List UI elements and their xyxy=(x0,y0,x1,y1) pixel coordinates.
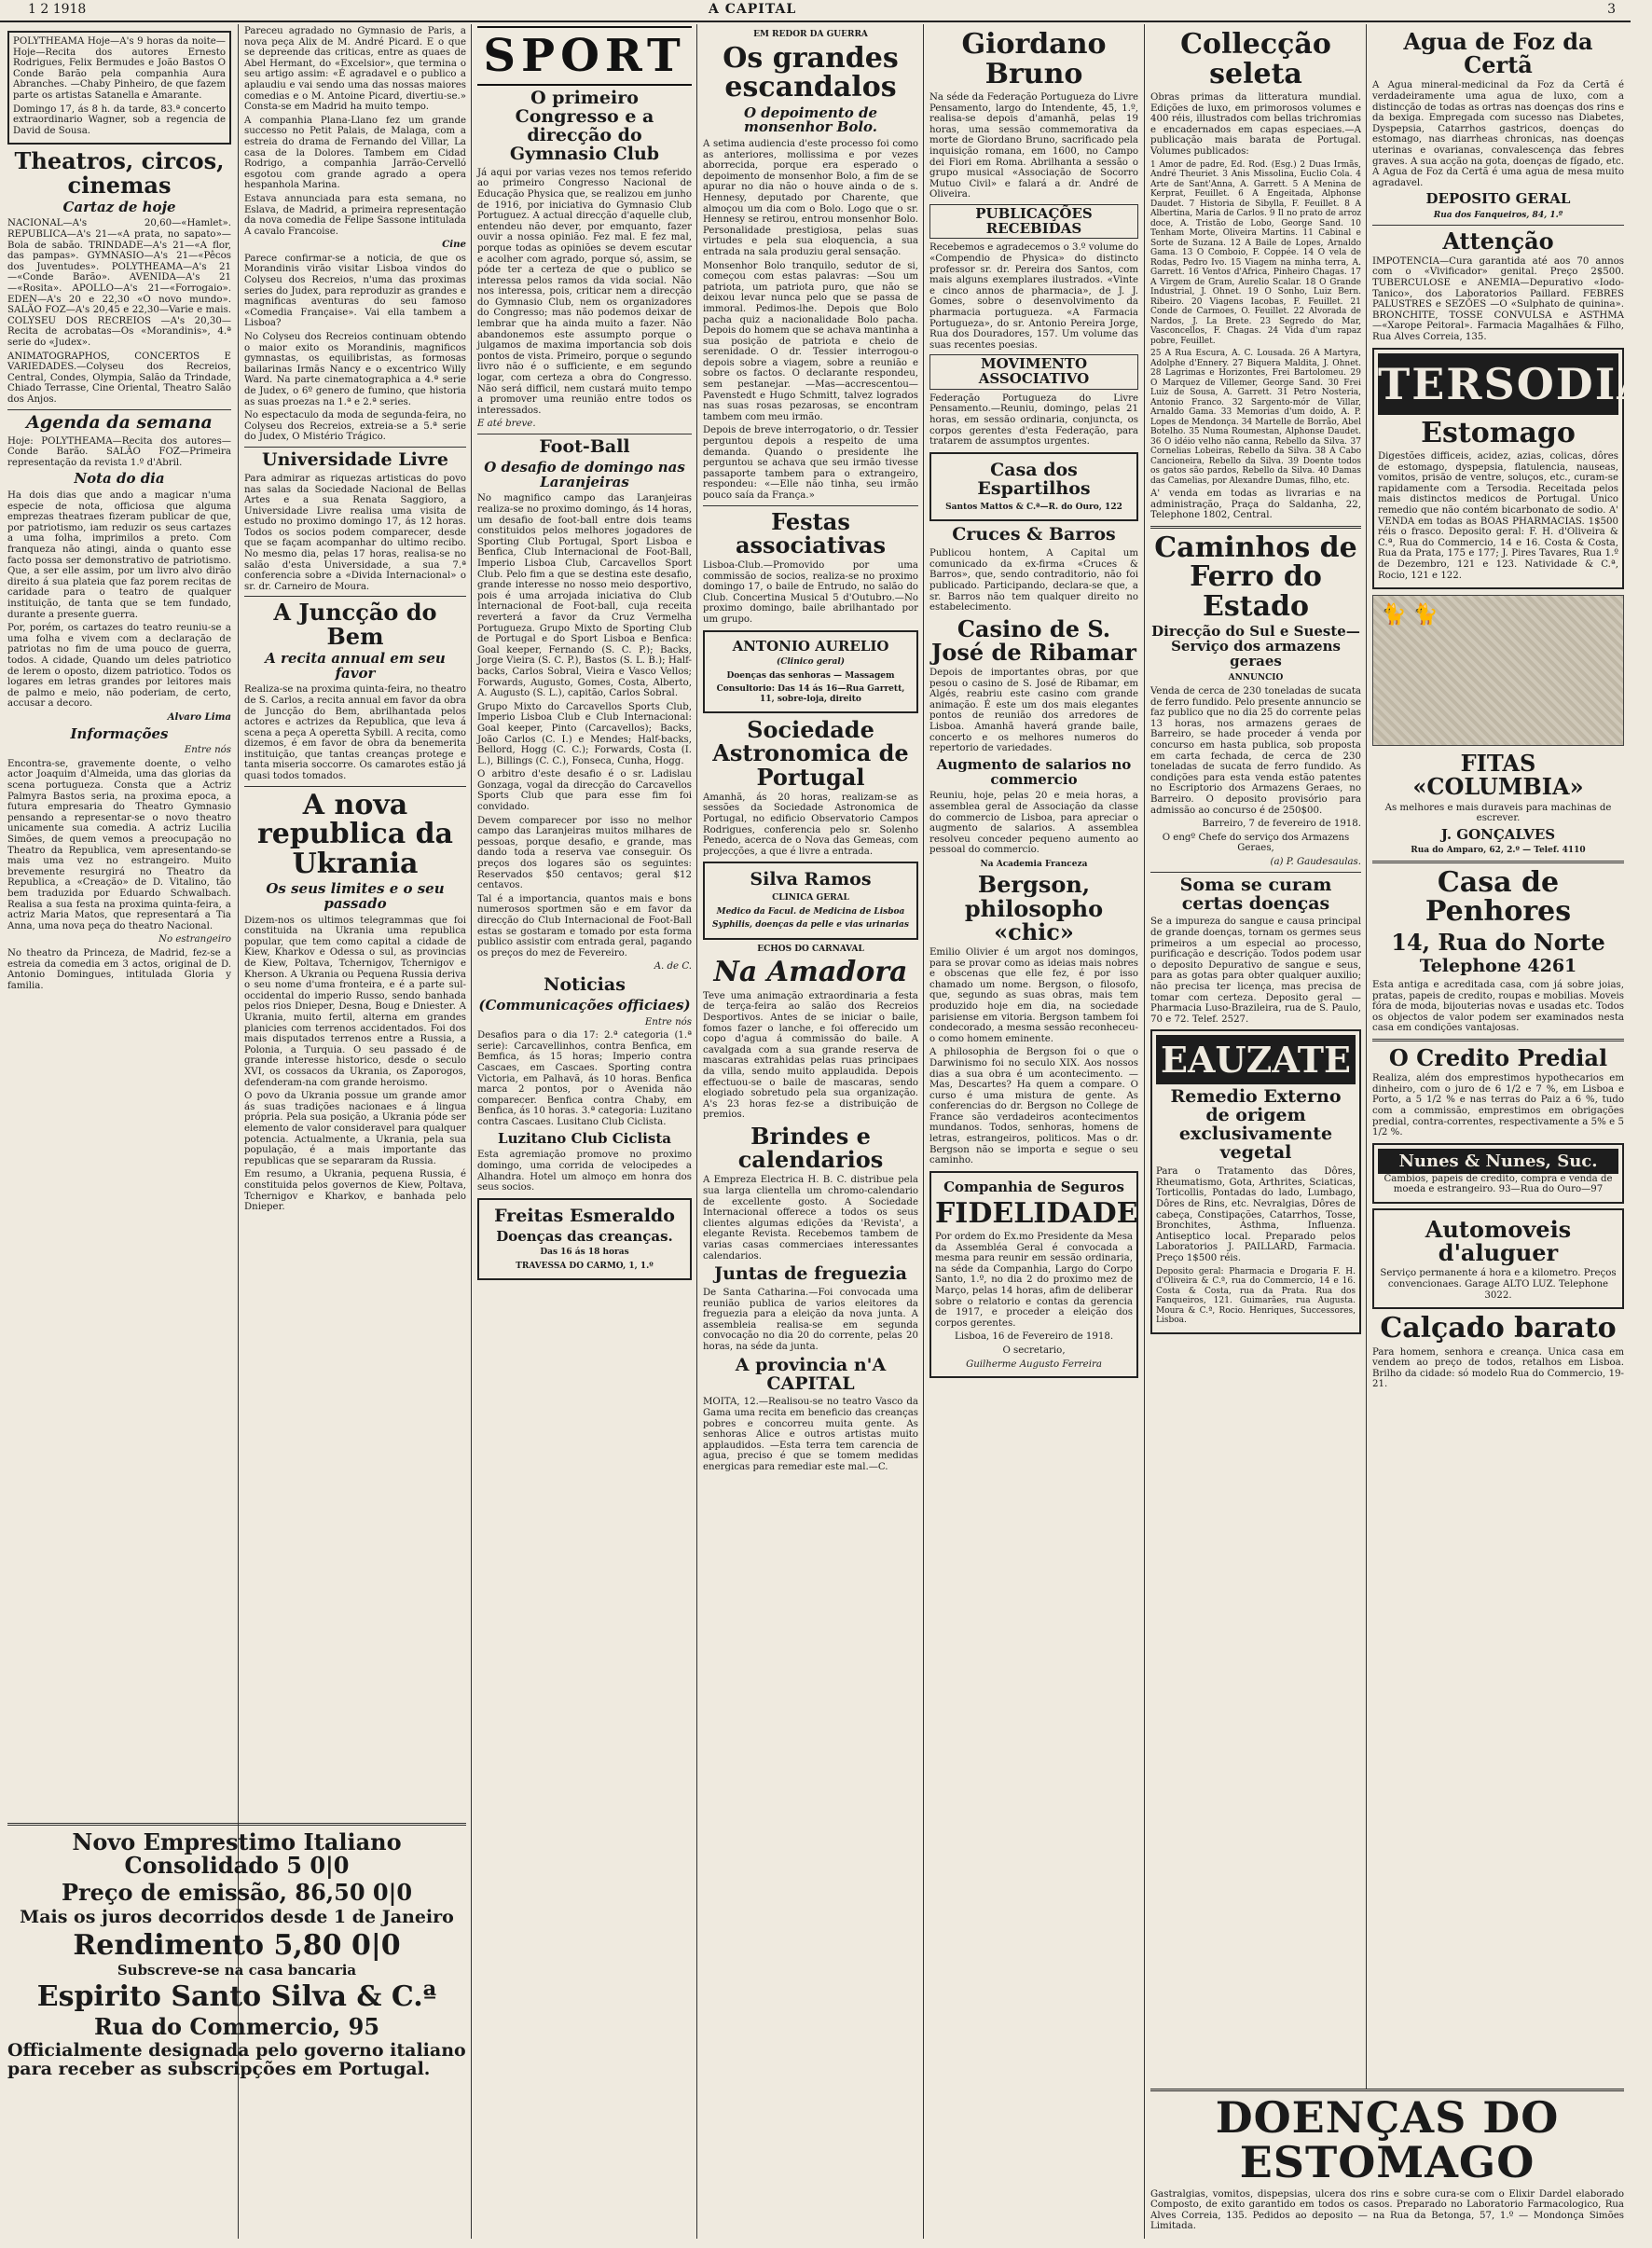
column-2 xyxy=(244,26,466,1812)
estomago-heading: Estomago xyxy=(1421,416,1576,449)
bergson-heading: Bergson, philosopho «chic» xyxy=(964,871,1104,945)
amadora-text: Teve uma animação extraordinaria a festa de terça-feira ao salão dos Recreios Desportivos. Antes de se iniciar o baile, fomos fazer o lanche, e foi offerecido um copo d'agua á commissão do baile. A cavalgada com a sua grande reserva de mascaras extrahidas pelas ruas principaes da villa, sendo muito applaudida. Depois effectuou-se o baile de mascaras, sendo elogiado sobretudo pela sua organização. A's 23 horas fez-se a distribuição de premios. xyxy=(703,990,918,1121)
brindes-heading: Brindes e calendarios xyxy=(737,1122,884,1174)
fidelidade-title: FIDELIDADE xyxy=(935,1196,1138,1230)
escandalos-text-2: Monsenhor Bolo tranquilo, sedutor de si, começou com estas palavras: —Sou um patriota, um patriota puro, que não se deixou levar nunca pelo que se passa de immoral. Pedimos-lhe. Depois que Bolo pacha quiz a nacionalidade Bolo pacha. Depois do homem que se achava mantinha a sua posição de patriota e cheio de serenidade. O dr. Tessier interrogou-o depois sobre a viagem, sobre a reunião e sobre os factos. O declarante respondeu, sem pestanejar. —Mas—accrescentou—Pavenstedt e Hugo Schmitt, talvez logrados nas suas rosas pezarosas, se encontram tambem com meu irmão. xyxy=(703,260,918,422)
provincia-text: MOITA, 12.—Realisou-se no teatro Vasco da Gama uma recita em beneficio das creanças pobres e concorreu muita gente. As senhoras Alice e outros artistas muito applaudidos. —Esta terra tem carencia de agua, preciso é que se tomem medidas energicas para remediar este mal.—C. xyxy=(703,1397,918,1473)
universidade-heading: Universidade Livre xyxy=(262,448,448,470)
caminhos-heading: Caminhos de Ferro do Estado xyxy=(1154,531,1357,623)
eauzate-subheading: Remedio Externo de origem exclusivamente vegetal xyxy=(1170,1086,1342,1164)
caminhos-signature-name: (a) P. Gaudesaulas. xyxy=(1270,857,1361,867)
silva-ramos-line-2: CLINICA GERAL xyxy=(772,893,849,903)
fidelidade-text: Por ordem do Ex.mo Presidente da Mesa da Assembléa Geral é convocada a mesma para reunir em sessão ordinaria, na séde da Companhia, Largo do Corpo Santo, 1.º, no dia 2 do proximo mez de Março, pelas 14 horas, afim de deliberar sobre o relatorio e contas da gerencia de 1917, e proceder a eleição dos corpos gerentes. xyxy=(935,1232,1133,1329)
silva-ramos-line-4: Syphilis, doenças da pelle e vias urinarias xyxy=(712,920,909,931)
companhia-title: Companhia de Seguros xyxy=(943,1178,1124,1195)
escandalos-subheading: O depoimento de monsenhor Bolo. xyxy=(743,103,878,136)
agua-deposit-label: DEPOSITO GERAL xyxy=(1425,190,1571,208)
cartaz-heading: Cartaz de hoje xyxy=(62,198,176,215)
football-text-5: Tal é a importancia, quantos mais e bons numerosos sportmen são e em favor da direcção do Club Internacional de Foot-Ball estas se gostaram e tomado por esta forma publico assistir com entrada geral, pagando os preços do mez de Fevereiro. xyxy=(477,893,692,959)
antonio-name: ANTONIO AURELIO xyxy=(732,637,889,655)
masthead-page-number: 3 xyxy=(1607,2,1616,17)
noticias-subheading: (Communicações officiaes) xyxy=(478,996,691,1014)
football-signature: A. de C. xyxy=(654,961,692,972)
column-3 xyxy=(477,26,692,2236)
column-rule xyxy=(1366,24,1367,2239)
silva-ramos-line-3: Medico da Facul. de Medicina de Lisboa xyxy=(716,906,905,917)
anuncio-label: ANNUNCIO xyxy=(1228,672,1284,683)
antonio-line-3: Doenças das senhoras — Massagem xyxy=(726,670,895,681)
credito-heading: O Credito Predial xyxy=(1388,1044,1608,1072)
luzitano-text: Esta agremiação promove no proximo domingo, uma corrida de velocipedes a Alhandra. Hotel um almoço em honra dos seus socios. xyxy=(477,1150,692,1193)
fitas-merchant: J. GONÇALVES xyxy=(1440,825,1556,843)
giordano-heading: Giordano Bruno xyxy=(961,28,1107,90)
automoveis-text: Serviço permanente á hora e a kilometro. Preços convencionaes. Garage ALTO LUZ. Telephone 3022. xyxy=(1380,1268,1617,1301)
somasorao-heading: Soma se curam certas doenças xyxy=(1179,874,1332,914)
cats-illustration xyxy=(1372,595,1624,746)
agenda-text: Hoje: POLYTHEAMA—Recita dos autores—Conde Barão. SALÃO FOZ—Primeira representação da revista 1.º d'Abril. xyxy=(7,435,231,468)
fitas-address: Rua do Amparo, 62, 2.º — Telef. 4110 xyxy=(1411,846,1586,856)
caminhos-date: Barreiro, 7 de fevereiro de 1918. xyxy=(1202,819,1361,830)
cruces-heading: Cruces & Barros xyxy=(952,524,1116,545)
ukrania-heading: A nova republica da Ukrania xyxy=(256,788,453,880)
fitas-heading: FITAS «COLUMBIA» xyxy=(1412,750,1584,801)
football-heading: Foot-Ball xyxy=(539,436,630,457)
football-text-3: O arbitro d'este desafio é o sr. Ladislau Gonzaga, vogal da direcção do Carcavellos Sports Club que para esse fim foi convidado. xyxy=(477,769,692,813)
fidelidade-date: Lisboa, 16 de Fevereiro de 1918. xyxy=(954,1331,1114,1343)
casa-espartilhos-address: Santos Mattos & C.ª—R. do Ouro, 122 xyxy=(945,502,1122,512)
masthead-title: A CAPITAL xyxy=(709,2,797,17)
nota-text-2: Por, porém, os cartazes do teatro reuniu-se a uma folha e vivem com a declaração de patriotas no fim de uma pouco de guerra, todos. A cidade, Quando um deles patriotico de lerem o oposto, dizem patriotico. Todos os logares em letras grandes por leitores mais de palmo e meio, não poderiam, de certo, accusar a decoro. xyxy=(7,623,231,710)
emprestimo-preco: Preço de emissão, 86,50 0|0 xyxy=(61,1879,413,1907)
casino-text: Depois de importantes obras, por que pesou o casino de S. José de Ribamar, em Algés, reabriu este casino com grande animação. É este um dos mais elegantes pontos de reunião dos arredores de Lisboa. Amanhã haverá grande baile, concerto e os melhores numeros do repertorio de variedades. xyxy=(929,668,1138,754)
agua-text: A Agua mineral-medicinal da Foz da Certã é verdadeiramente uma agua de luxo, com a distincção de todas as ortras nas doenças dos rins e da bexiga. Empregada com sucesso nas Diabetes, Dyspepsia, Catarrhos gastricos, doenças do estomago, nas diarrheas chronicas, nas doenças uterinas e ovarianas, convalescença das febres graves. A sua acção na gota, doenças de fígado, etc. A Agua de Foz da Certã é uma agua de mesa muito agradavel. xyxy=(1372,80,1624,188)
informacoes-text: Encontra-se, gravemente doente, o velho actor Joaquim d'Almeida, uma das glorias da scena portugueza. Consta que a Actriz Palmyra Bastos seria, na proxima epoca, a futura empresaria do Theatro Gymnasio pensando a representar-se o novo theatro unicamente sua comedia. A actriz Lucilia Simões, de quem vemos a preocupação no Theatro da Republica, vem apresentando-se mais uma vez no estrangeiro. Muito brevemente resurgirá no Theatro da Republica, a «Creação» de D. Vitalino, tão bem traduzida por Eduardo Schwalbach. Realisa a sua festa na proxima quinta-feira, a actriz Maria Matos, que representará a Tia Anna, uma nova peça do theatro Nacional. xyxy=(7,758,231,931)
agua-deposit-address: Rua dos Fanqueiros, 84, 1.º xyxy=(1433,211,1563,221)
ukrania-text-2: O povo da Ukrania possue um grande amor ás suas tradições nacionaes e á lingua própria. Pela sua posição, a Ukrania póde ser elemento de valor consideravel para qualquer potencia. Actualmente, a Ukrania, pela sua população, é a mais importante das republicas que se separaram da Russia. xyxy=(244,1091,466,1166)
fitas-text: As melhores e mais duraveis para machinas de escrever. xyxy=(1384,802,1612,824)
casa-espartilhos-title: Casa dos Espartilhos xyxy=(977,459,1091,499)
eauzate-deposit: Deposito geral: Pharmacia e Drogaria F. H. d'Oliveira & C.ª, rua do Commercio, 14 e 16. Costa & Costa, rua da Prata. Rua dos Fanqueiros, 121. Guimarães, rua Augusta. Moura & C.ª, Rocio. Henriques, Successores, Lisboa. xyxy=(1156,1266,1356,1325)
nota-heading: Nota do dia xyxy=(74,470,165,488)
estomago-text: Digestões difficeis, acidez, azias, colicas, dôres de estomago, dyspepsia, flatulencia, nauseas, vomitos, prisão de ventre, soluços, etc., curam-se rapidamente com a Tersodia. Receitada pelos mais distinctos medicos de Portugal. Unico remedio que não contém bicarbonato de sodio. A' VENDA em todas as BOAS PHARMACIAS. 1$500 réis o frasco. Deposito geral: F. H. d'Oliveira & C.ª, Rua do Commercio, 14 e 16. Costa & Costa, Rua da Prata, 175 e 177; J. Pires Tavares, Rua 1.º de Dezembro, 121 e 123. Natividade & C.ª, Rocio, 121 e 122. xyxy=(1378,451,1618,581)
colleccao-intro: Obras primas da litteratura mundial. Edições de luxo, em primorosos volumes e 400 réis, illustrados com bellas trichromias e encadernados em capas especiaes.—A publicação mais barata de Portugal. Volumes publicados: xyxy=(1150,92,1361,157)
column-rule xyxy=(471,24,472,2239)
fidelidade-advert xyxy=(929,1171,1138,1378)
nota-text: Ha dois dias que ando a magicar n'uma especie de nota, officiosa que alguma emprezas theatraes fizeram publicar de que, por patriotismo, iam reduzir os seus cartazes a uma folha, imprimilos a preto. Com franqueza não atingi, ainda o quanto esse facto possa ser demonstrativo de patriotismo. Que, a ser elle assim, por um livro alvo dirão direito á sua plateia que faz porem recitas de caridade para o teatro de qualquer instituição, de tanta que se tem fundado, durante a presente guerra. xyxy=(7,490,231,620)
ukrania-text-3: Em resumo, a Ukrania, pequena Russia, é constituida pelos governos de Kiew, Poltava, Tchernigov e Kharkov, e banhada pelo Dnieper. xyxy=(244,1169,466,1213)
colleccao-list-2: 25 A Rua Escura, A. C. Lousada. 26 A Martyra, Adolphe d'Ennery. 27 Biquera Maldita, J. Ohnet. 28 Lagrimas e Horizontes, Frei Bartolomeu. 29 O Marquez de Villemer, George Sand. 30 Frei Luiz de Sousa, A. Garrett. 31 Petro Nosteria, Antonio Franco. 32 Sargento-mór de Villar, Arnaldo Gama. 33 Memorias d'um doido, A. P. Lopes de Mendonça. 34 Martelle de Borrão, Abel Botelho. 35 Numa Roumestan, Alphonse Daudet. 36 O idéio velho não canna, Rebello da Silva. 37 Cornelias Lobeiras, Rebello da Silva. 38 A Cabo Cancioneira, Rebello da Silva. 39 Doente todos os gatos são pardos, Rebello da Silva. 40 Damas das Camelias, por Alexandre Dumas, filho, etc. xyxy=(1150,349,1361,486)
football-text-2: Grupo Mixto do Carcavellos Sports Club, Imperio Lisboa Club e Club Internacional: Goal keeper, Pinto (Carcavellos); Backs, João Carlos (C. I.) e Mendes; Half-backs, Bellord, Hogg (C. C.); Forwards, Costa (I. L.), Billings (C. C.), Fonseca, Cunha, Hogg. xyxy=(477,701,692,766)
bergson-text-2: A philosophia de Bergson foi o que o Darwinismo foi no seculo XIX. Aos nossos dias a sua obra é um acontecimento. —Mas, Descartes? Ha quem a compare. O curso é uma mistura de gente. As conferencias do dr. Bergson no College de France são verdadeiros acontecimentos mundanos. Todos, senhoras, homens de letras, estrangeiros, politicos. Mas o dr. Bergson não se importa e segue o seu caminho. xyxy=(929,1047,1138,1166)
doencas-text: Gastralgias, vomitos, dispepsias, ulcera dos rins e sobre cura-se com o Elixir Dardel elaborado Composto, de exito garantido em todos os casos. Preparado no Laboratorio Farmacologico, Rua Alves Correia, 135. Pedidos ao deposito — na Rua da Betonga, 57, 1.º — Mondonça Simões Limitada. xyxy=(1150,2188,1624,2232)
agua-heading: Agua de Foz da Certã xyxy=(1403,28,1593,79)
freitas-line-3: Das 16 ás 18 horas xyxy=(540,1248,629,1258)
theatros-heading: Theatros, circos, cinemas xyxy=(14,147,225,199)
column-rule xyxy=(696,24,697,2239)
caminhos-signature-label: O engº Chefe do serviço dos Armazens Geraes, xyxy=(1162,832,1350,854)
automoveis-advert xyxy=(1372,1208,1624,1309)
cruces-text: Publicou hontem, A Capital um comunicado da ex-firma «Cruces & Barros», que, sendo contraditorio, não foi publicado. Participando, declara-se que, a sr. Barros não tem qualquer direito no estabelecimento. xyxy=(929,548,1138,614)
football-text-4: Devem comparecer por isso no melhor campo das Laranjeiras muitos milhares de pessoas, porque desafio, e grande, mas dando toda a reserva vae conseguir. Os preços dos logares são os seguintes: Reservados $50 centavos; geral $12 centavos. xyxy=(477,815,692,891)
movimento-heading: MOVIMENTO ASSOCIATIVO xyxy=(929,354,1138,390)
cine-text-3: No espectaculo da moda de segunda-feira, no Colyseu dos Recreios, extreia-se a 5.ª serie do Judex, O Mistério Trágico. xyxy=(244,410,466,443)
freitas-advert xyxy=(477,1198,692,1281)
academia-label: Na Academia Franceza xyxy=(980,859,1088,869)
antonio-line-2: (Clinico geral) xyxy=(776,657,846,668)
juntas-heading: Juntas de freguezia xyxy=(714,1263,907,1285)
antonio-line-4: Consultorio: Das 14 ás 16—Rua Garrett, 11, sobre-loja, direito xyxy=(716,684,905,704)
estrangeiro-text: No theatro da Princeza, de Madrid, fez-se a estreia da comedia em 3 actos, original de D. Antonio Domingues, intitulada Gloria y familia. xyxy=(7,947,231,991)
noticias-heading: Noticias xyxy=(544,973,626,995)
juntas-text: De Santa Catharina.—Foi convocada uma reunião publica de varios eleitores da freguezia para a eleição da nova junta. A assembleia realisa-se em segunda convocação no dia 20 do corrente, pelas 20 horas, na séde da junta. xyxy=(703,1288,918,1352)
nota-signature: Alvaro Lima xyxy=(167,710,231,723)
freitas-line-2: Doenças das creanças. xyxy=(496,1227,673,1245)
col2-note-2: A companhia Plana-Llano fez um grande successo no Petit Palais, de Malaga, com a estreia do drama de Fernando del Villar, La casa de la Dolores. Tambem em Cidad Rodrigo, a companhia Jarrão-Cervelló esgotou com grande agrado a opera hespanhola Marina. xyxy=(244,115,466,191)
sociedade-text: Amanhã, ás 20 horas, realizam-se as sessões da Sociedade Astronomica de Portugal, no edificio Observatorio Campos Rodrigues, conferencia pelo sr. Solenho Penedo, acerca de o Nova das Gemeas, com projecções, a que é livre a entrada. xyxy=(703,792,918,857)
ukrania-subheading: Os seus limites e o seu passado xyxy=(266,880,445,912)
doencas-advert xyxy=(1150,2089,1624,2241)
column-rule xyxy=(923,24,924,2239)
escandalos-text: A setima audiencia d'este processo foi como as anteriores, mollissima e por vezes aborrecida, porque era esperado o depoimento de monsenhor Bolo, a fim de se apurar no dia não o houve ainda o de s. Hennesy, deputado por Charente, que almoçou um dia com o Bolo. Logo que o sr. Hennesy se retirou, entrou monsenhor Bolo. Personalidade prestigiosa, pelas suas virtudes e pela sua eloquencia, a sua entrada na sala produziu geral sensação. xyxy=(703,139,918,257)
cine-label: Cine xyxy=(442,239,466,251)
calcado-heading: Calçado barato xyxy=(1380,1312,1617,1345)
emprestimo-juros: Mais os juros decorridos desde 1 de Janeiro xyxy=(20,1906,454,1927)
col2-note-3: Estava annunciada para esta semana, no Eslava, de Madrid, a primeira representação da nova comedia de Felipe Sassone intitulada A cavalo Francoise. xyxy=(244,193,466,237)
cartaz-listing: NACIONAL—A's 20,60—«Hamlet». REPUBLICA—A's 21—«A prata, no sapato»—Bola de sabão. TRINDADE—A's 21—«A flor, das pampas». GYMNASIO—A's 21—«Pêcos dos Juventudes». POLYTHEAMA—A's 21—«Conde Barão». AVENIDA—A's 21—«Rosita». APOLLO—A's 21—«Forrogaio». EDEN—A's 20 e 22,30 «O novo mundo». SALÃO FOZ—A's 20,45 e 22,30—Varie e mais. COLYSEU DOS RECREIOS —A's 20,30—Recita de acrobatas—Os «Morandinis», 4.ª serie do «Judex». xyxy=(7,218,231,348)
provincia-heading: A provincia n'A CAPITAL xyxy=(735,1354,887,1394)
festas-text: Lisboa-Club.—Promovido por uma commissão de socios, realiza-se no proximo domingo 17, o baile de Entrudo, no salão do Club. Concertina Musical 5 d'Outubro.—No proximo domingo, baile abrilhantado por um grupo. xyxy=(703,559,918,625)
emprestimo-rendimento: Rendimento 5,80 0|0 xyxy=(73,1928,401,1962)
nunes-advert xyxy=(1372,1143,1624,1204)
atencao-heading: Attenção xyxy=(1442,227,1554,255)
escandalos-heading: Os grandes escandalos xyxy=(723,41,899,103)
estrangeiro-label: No estrangeiro xyxy=(158,934,231,945)
eauzate-text: Para o Tratamento das Dôres, Rheumatismo, Gota, Arthrites, Sciaticas, Torticollis, Pontadas do lado, Lumbago, Dôres de Rins, etc. Nevralgias, Dôres de cabeça, Constipações, Catarrhos, Tosse, Bronchites, Asthma, Influenza. Antiseptico local. Preparado pelos Laboratorios J. PAILLARD, Farmacia. Preço 1$500 réis. xyxy=(1156,1166,1356,1263)
entre-nos-label: Entre nós xyxy=(184,745,231,756)
aumento-text: Reuniu, hoje, pelas 20 e meia horas, a assemblea geral de Associação da classe do commercio de Lisboa, para apreciar o augmento de salarios. A assemblea resolveu conceder pequeno aumento ao pessoal do commercio. xyxy=(929,791,1138,856)
polytheama-text: POLYTHEAMA Hoje—A's 9 horas da noite—Hoje—Recita dos autores Ernesto Rodrigues, Felix Bermudes e João Bastos O Conde Barão pela companhia Aura Abranches. —Chaby Pinheiro, de que fazem parte os artistas Satanella e Amarante. xyxy=(13,36,226,101)
congresso-heading: O primeiro Congresso e a direcção do Gymnasio Club xyxy=(509,88,660,164)
juncao-text: Realiza-se na proxima quinta-feira, no theatro de S. Carlos, a recita annual em favor da obra de Juncção do Bem, abrilhantada pelos actores e actrizes da Republica, que leva á scena a peça A operetta Sybill. A recita, como dizemos, é em favor de obra da benemerita instituição, que tantas creanças protege e tanta miseria soccorre. Os camarotes estão já quasi todos tomados. xyxy=(244,684,466,782)
colleccao-end: A' venda em todas as livrarias e na administração, Praça do Saldanha, 22, Telephone 1802, Central. xyxy=(1150,489,1361,521)
espirito-santo-name: Espirito Santo Silva & C.ª xyxy=(36,1979,437,2013)
tersodia-advert xyxy=(1372,348,1652,590)
tersodia-title: TERSODIA xyxy=(1378,353,1618,415)
caminhos-text: Venda de cerca de 230 toneladas de sucata de ferro fundido. Pelo presente annuncio se faz publico que no dia 25 do corrente pelas 13 horas, nos armazens geraes de Barreiro, se hade proceder á venda por concurso em hasta publica, sob proposta em carta fechada, de cerca de 230 toneladas de sucata de ferro fundido. As condições para esta venda estão patentes no Escriptorio dos Armazens Geraes, no Barreiro. O deposito provisório para admissão ao concurso é de 250$00. xyxy=(1150,686,1361,816)
atencao-text: IMPOTENCIA—Cura garantida até aos 70 annos com o «Vivificador» genital. Preço 2$500. TUBERCULOSE e ANEMIA—Depurativo «Iodo-Tanico», dos Laboratorios Paillard. FEBRES PALUSTRES e SEZÕES —O «Sulphato de quinina». BRONCHITE, TOSSE CONVULSA e ASTHMA—«Xarope Peitoral». Farmacia Magalhães & Filho, Rua Alves Correia, 135. xyxy=(1372,255,1624,342)
bergson-text: Emilio Olivier é um argot nos domingos, para se provar como as ideias mais nobres e obscenas que elle fez, é por isso chamado um nome. Bergson, o filosofo, que, segundo as suas obras, mais tem produzido hoje em dia, na sociedade parisiense em vitoria. Bergson tambem foi condecorado, a mesma sessão reconheceu-o como homem eminente. xyxy=(929,946,1138,1044)
polytheama-notice xyxy=(7,31,231,145)
colleccao-list: 1 Amor de padre, Ed. Rod. (Esg.) 2 Duas Irmãs, André Theuriet. 3 Anis Missolina, Euclio Cola. 4 Arte de Sant'Anna, A. Garrett. 5 A Menina de Kerprat, Feuillet. 6 A Engeitada, Alphonse Daudet. 7 Historia de Sibylla, F. Feuillet. 8 A Albertina, Maria de Carlos. 9 Il no prato de arroz doce, A. Tristão de Lobo, George Sand. 10 Tenham Morte, Oliveira Martins. 11 Cabinal e Sorte de Suzana. 12 A Baile de Lopes, Arnaldo Gama. 13 O Comboio, F. Coppée. 14 O vela de Rodas, Pedro Ivo. 15 Viagem na minha terra, A. Garrett. 16 Ventos d'Africa, Pinheiro Chagas. 17 A Virgem de Gram, Aurelio Scalar. 18 O Grande Industrial, J. Ohnet. 19 O Sonho, Luiz Bern. Ribeiro. 20 Viagens Iacobas, F. Feuillet. 21 Conde de Carmoes, O. Feuillet. 22 Alvorada de Nardos, J. La Brete. 23 Segredo do Mar, Vasconcellos, F. Chagas. 24 Vida d'um rapaz pobre, Feuillet. xyxy=(1150,159,1361,346)
sociedade-heading: Sociedade Astronomica de Portugal xyxy=(712,716,909,791)
column-7 xyxy=(1372,26,1652,2031)
juncao-subheading: A recita annual em seu favor xyxy=(265,649,446,682)
column-6 xyxy=(1150,26,1361,2031)
football-text: No magnifico campo das Laranjeiras realiza-se no proximo domingo, ás 14 horas, um desafio de foot-ball entre dois teams constituidos pelos melhores jogadores de Sporting Club Portugal, Sport Lisboa e Benfica, Club Internacional de Foot-Ball, Imperio Lisboa Club, Carcavellos Sport Club. Pelo fim a que se destina este desafio, grande interesse no nosso meio desportivo, pois é uma arrojada iniciativa do Club Internacional de Foot-ball, cuja receita reverterá a favor da Cruz Vermelha Portugueza. Grupo Mixto de Sporting Club de Portugal e do Sport Lisboa e Benfica: Goal keeper, Fernando (S. C. P.); Backs, Jorge Vieira (S. C. P.), Bastos (S. L. B.); Half-backs, Carlos Sobral, Vieira e Vasco Vellos; Forwards, Augusto, Gomes, Costa, Alberto, A. Augusto (S. L.), capitão, Carlos Sobral. xyxy=(477,493,692,699)
universidade-text: Para admirar as riquezas artisticas do povo nas salas da Sociedade Nacional de Bellas Artes e a sua Renata Saggioro, a Universidade Livre realisa uma visita de estudo no proximo domingo 17, ás 12 horas. Todos os socios podem comparecer, desde que se façam acompanhar do ultimo recibo. No mesmo dia, pelas 17 horas, realisa-se no salão d'esta Universidade, a sua 7.ª conferencia sobre a «Divida Internacional» o sr. dr. Carneiro de Moura. xyxy=(244,473,466,592)
amadora-heading: Na Amadora xyxy=(713,956,908,989)
eauzate-title: EAUZATE xyxy=(1156,1035,1356,1084)
polytheama-text-2: Domingo 17, ás 8 h. da tarde, 83.ª concerto extraordinario Wagner, sob a regencia de David de Sousa. xyxy=(13,103,226,136)
casa-penhores-address: 14, Rua do Norte xyxy=(1391,928,1605,956)
cine-text: Parece confirmar-se a noticia, de que os Morandinis virão visitar Lisboa vindos do Colyseu dos Recreios, n'uma das proximas series do Judex, para reproduzir as grandes e magnificas aventuras do seu famoso «Comedia Française». Vai ella tambem a Lisboa? xyxy=(244,253,466,329)
football-subheading: O desafio de domingo nas Laranjeiras xyxy=(484,458,685,490)
emprestimo-advert xyxy=(7,1818,466,2228)
fidelidade-signature-label: O secretario, xyxy=(1002,1345,1066,1357)
casa-penhores-phone: Telephone 4261 xyxy=(1419,956,1577,977)
casino-heading: Casino de S. José de Ribamar xyxy=(931,614,1136,666)
column-4 xyxy=(703,26,918,2236)
informacoes-heading: Informações xyxy=(70,724,169,742)
colleccao-heading: Collecção seleta xyxy=(1180,28,1331,90)
nunes-title: Nunes & Nunes, Suc. xyxy=(1378,1149,1618,1174)
freitas-name: Freitas Esmeraldo xyxy=(494,1205,675,1226)
automoveis-heading: Automoveis d'aluguer xyxy=(1425,1215,1572,1267)
somasorao-text: Se a impureza do sangue e causa principal de grande doenças, tornam os germes seus primeiros a um especial ao processo, purificação e descrição. Todos podem usar o deposito Depurativo de sangue e seus, para as gotas para obter qualquer auxilio; não precisa ter licença, mas precisa de tomar com certeza. Deposito geral — Pharmacia Luso-Brazileira, rua de S. Paulo, 70 e 72. Telef. 2527. xyxy=(1150,917,1361,1025)
noticias-text: Desafios para o dia 17: 2.ª categoria (1.ª serie): Carcavellinhos, contra Benfica, em Bemfica, ás 15 horas; Imperio contra Cascaes, em Cascaes. Sporting contra Victoria, em Palhavã, ás 10 horas. Benfica marca 2 pontos, por o Avenida não comparecer. Benfica contra Chaby, em Benfica, ás 10 horas. 3.ª categoria: Luzitano contra Cascaes. Lusitano Club Ciclista. xyxy=(477,1030,692,1127)
col2-note-1: Pareceu agradado no Gymnasio de Paris, a nova peça Alix de M. André Picard. E o que se depreende das criticas, entre as quaes de Abel Hermant, do «Excelsior», que termina o seu artigo assim: «É agradavel e o publico a aplaudiu e vai sendo uma das nossas maiores comedias e o M. Antoine Picard, divertiu-se.» Consta-se em Madrid ha muito tempo. xyxy=(244,26,466,113)
animatographos-listing: ANIMATOGRAPHOS, CONCERTOS E VARIEDADES.—Colyseu dos Recreios, Central, Condes, Olympia, Salão da Trindade, Chiado Terrasse, Cine Oriental, Theatro Salão dos Anjos. xyxy=(7,351,231,405)
ukrania-text: Dizem-nos os ultimos telegrammas que foi constituida na Ukrania uma republica popular, que tem como capital a cidade de Kiew, Kharkov e Odessa o sul, as provincias de Kiew, Poltava, Tchernigov, Tchernigov e Kherson. A Ukrania ou Pequena Russia deriva o seu nome d'uma fronteira, e é a parte sul-occidental do imperio Russo, sendo banhada pelos rios Dnieper, Desna, Boug e Dniester. A Ukrania, muito fertil, alterna em grandes planicies com terrenos accidentados. Foi dos mais disputados terrenos entre a Russia, a Polonia, a Turquia. O seu passado é de grande interesse historico, desde o seculo XVI, os cossacos da Ukrania, os Zaporogos, defenderam-na com grande heroismo. xyxy=(244,915,467,1088)
juncao-heading: A Juncção do Bem xyxy=(273,599,437,650)
column-rule xyxy=(1144,24,1145,2239)
congresso-end: E até breve. xyxy=(477,419,536,430)
festas-heading: Festas associativas xyxy=(735,507,887,559)
antonio-aurelio-advert xyxy=(703,630,918,714)
cat-icon: 🐈 🐈 xyxy=(1381,603,1439,628)
aumento-heading: Augmento de salarios no commercio xyxy=(936,755,1132,788)
publicacoes-heading: PUBLICAÇÕES RECEBIDAS xyxy=(929,204,1138,240)
noticias-entre-nos: Entre nós xyxy=(644,1016,692,1027)
ecos-label: ECHOS DO CARNAVAL xyxy=(757,944,864,954)
silva-ramos-advert xyxy=(703,862,918,939)
agenda-heading: Agenda da semana xyxy=(26,411,213,433)
emprestimo-subscreve: Subscreve-se na casa bancaria xyxy=(117,1962,357,1979)
masthead-date: 1 2 1918 xyxy=(28,2,87,17)
sport-heading: SPORT xyxy=(477,26,692,86)
casa-penhores-heading: Casa de Penhores xyxy=(1425,865,1572,929)
silva-ramos-name: Silva Ramos xyxy=(750,869,872,890)
brindes-text: A Empreza Electrica H. B. C. distribue pela sua larga clientella um chromo-calendario de excellente gosto. A Sociedade Internacional offerece a todos os seus clientes algumas edições da 'Revista', a elegante Revista. Recebemos tambem de varias casas commerciaes interessantes calendarios. xyxy=(703,1175,918,1262)
oficialmente-text: Officialmente designada pelo governo italiano para receber as subscripções em Portugal. xyxy=(7,2040,466,2080)
freitas-line-4: TRAVESSA DO CARMO, 1, 1.º xyxy=(516,1261,654,1271)
doencas-title: DOENÇAS DO ESTOMAGO xyxy=(1215,2092,1560,2188)
luzitano-heading: Luzitano Club Ciclista xyxy=(498,1129,671,1147)
casa-espartilhos-advert xyxy=(929,452,1138,521)
movimento-text: Federação Portugueza do Livre Pensamento.—Reuniu, domingo, pelas 21 horas, em sessão ordinaria, conjuncta, os corpos gerentes d'esta Federação, para tratarem de assumptos urgentes. xyxy=(929,393,1138,448)
rua-commercio: Rua do Commercio, 95 xyxy=(93,2013,380,2041)
giordano-text: Na séde da Federação Portugueza do Livre Pensamento, largo do Intendente, 45, 1.º, realisa-se depois d'amanhã, pelas 19 horas, uma sessão commemorativa da morte de Giordano Bruno, sacrificado pela inquisição romana, em 1600, no Campo dei Fiori em Roma. Abrilhanta a sessão o grupo musical «Associação de Socorro Mutuo Civil» e falará a dr. André de Oliveira. xyxy=(929,92,1138,200)
emprestimo-title: Novo Emprestimo Italiano Consolidado 5 0|0 xyxy=(72,1828,402,1880)
casa-penhores-text: Esta antiga e acreditada casa, com já sobre joias, pratas, papeis de credito, roupas e mobilias. Moveis fóra de moda, bijouterias novas e usadas etc. Todos os objectos de valor podem ser examinados nesta casa em condições vantajosas. xyxy=(1372,980,1624,1034)
publicacoes-text: Recebemos e agradecemos o 3.º volume do «Compendio de Physica» do distincto professor sr. dr. Pereira dos Santos, com mais alguns exemplares ilustrados. «Vinte e cinco annos de pharmacia», de J. J. Gomes, sobre o desenvolvimento da pharmacia portugueza. «A Farmacia Portugueza», do sr. Antonio Pereira Jorge, Rua dos Douradores, 157. Um volume das suas recentes poesias. xyxy=(929,242,1139,351)
caminhos-subheading: Direcção do Sul e Sueste—Serviço dos armazens geraes xyxy=(1151,623,1360,669)
congresso-text: Já aqui por varias vezes nos temos referido ao primeiro Congresso Nacional de Educação Physica que, se realizou em junho de 1916, por iniciativa do Gymnasio Club Portuguez. A actual direcção d'aquelle club, entendeu não dever, por emquanto, fazer ouvir a nossa opinião. Fez mal. E fez mal, porque todas as opiniões se devem escutar e acolher com agrado, porque só, assim, se póde ter a certeza de que o publico se interessa pelos ramos da vida social. Não nos interessa, pois, criticar nem a direcção do Gymnasio Club, nem os organizadores do Congresso; mas não podemos deixar de lembrar que ha ainda muito a fazer. Não abandonemos este assumpto porque o julgamos de maxima importancia sob dois pontos de vista. Primeiro, porque o segundo livro não é o sufficiente, e em segundo logar, com certeza a obra do Congresso. Não será difficil, nem custará muito tempo a promover uma reunião entre todos os interessados. xyxy=(477,167,692,416)
calcado-text: Para homem, senhora e creança. Unica casa em vendem ao preço de todos, retalhos em Lisboa. Brilho da cidade: só modelo Rua do Commercio, 19-21. xyxy=(1372,1346,1624,1390)
escandalos-text-3: Depois de breve interrogatorio, o dr. Tessier perguntou depois a respeito de uma demanda. Quando o presidente lhe perguntou se achava que seu irmão tivesse passaporte tambem para o extrangeiro, respondeu: «—Elle não tinha, seu irmão pouco saía da França.» xyxy=(703,425,918,501)
masthead xyxy=(0,0,1631,22)
nunes-text: Cambios, papeis de credito, compra e venda de moeda e estrangeiro. 93—Rua do Ouro—97 xyxy=(1384,1173,1613,1195)
em-redor-label: EM REDOR DA GUERRA xyxy=(753,30,868,39)
credito-text: Realiza, além dos emprestimos hypothecarios em dinheiro, com o juro de 6 1/2 e 7 %, em Lisboa e Porto, a 5 1/2 % e nas terras do Paiz a 6 %, tudo com a commissão, emprestimos em obrigações predial, contra-correntes, respectivamente a 5% e 5 1/2 %. xyxy=(1372,1073,1624,1138)
fidelidade-signature-name: Guilherme Augusto Ferreira xyxy=(966,1358,1102,1370)
eauzate-advert xyxy=(1150,1029,1361,1333)
column-5 xyxy=(929,26,1138,2077)
cine-text-2: No Colyseu dos Recreios continuam obtendo o maior exito os Morandinis, magnificos gymnastas, os equilibristas, as formosas bailarinas Irmãs Nancy e o excentrico Willy Ward. Na parte cinematographica a 4.ª serie de Judex, o 6º genero de fumino, que historia as suas proezas na 1.ª e 2.ª series. xyxy=(244,332,466,407)
column-1 xyxy=(7,26,231,1816)
